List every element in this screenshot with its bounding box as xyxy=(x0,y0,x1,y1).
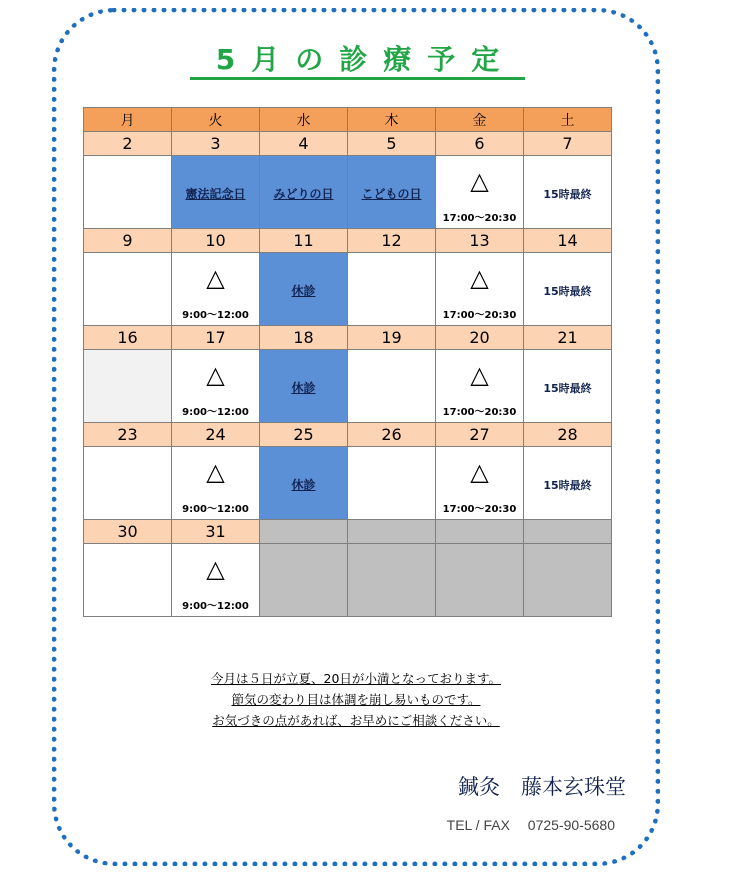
schedule-row xyxy=(84,253,612,326)
date-row xyxy=(84,326,612,350)
schedule-row xyxy=(84,544,612,617)
schedule-cell xyxy=(436,253,524,326)
schedule-cell xyxy=(348,350,436,423)
schedule-cell xyxy=(260,350,348,423)
schedule-cell xyxy=(436,156,524,229)
date-number: 11 xyxy=(260,229,348,253)
date-row xyxy=(84,423,612,447)
hours-text: 17:00～20:30 xyxy=(442,407,517,418)
schedule-cell xyxy=(436,447,524,520)
schedule-cell xyxy=(524,156,612,229)
closed-label: 休診 xyxy=(291,477,316,492)
notice-line-3: お気づきの点があれば、お早めにご相談ください。 xyxy=(212,713,500,728)
schedule-cell xyxy=(348,544,436,617)
date-number: 7 xyxy=(524,132,612,156)
date-number: 13 xyxy=(436,229,524,253)
notice-line-2: 節気の変わり目は体調を崩し易いものです。 xyxy=(231,692,481,707)
last-entry-label: 15時最終 xyxy=(543,284,592,298)
hours-text: 17:00～20:30 xyxy=(442,310,517,321)
date-number: 19 xyxy=(348,326,436,350)
date-row xyxy=(84,132,612,156)
date-number: 20 xyxy=(436,326,524,350)
triangle-icon: △ xyxy=(470,167,489,195)
date-row xyxy=(84,229,612,253)
schedule-row xyxy=(84,447,612,520)
clinic-tel: TEL / FAX 0725-90-5680 xyxy=(446,817,615,833)
date-number: 18 xyxy=(260,326,348,350)
date-number: 9 xyxy=(84,229,172,253)
schedule-cell xyxy=(260,253,348,326)
hours-text: 9:00～12:00 xyxy=(182,407,249,418)
date-number: 6 xyxy=(436,132,524,156)
date-number xyxy=(524,520,612,544)
date-number: 26 xyxy=(348,423,436,447)
triangle-icon: △ xyxy=(470,264,489,292)
schedule-row xyxy=(84,350,612,423)
triangle-icon: △ xyxy=(206,361,225,389)
calendar-table xyxy=(83,107,612,617)
date-number: 25 xyxy=(260,423,348,447)
date-number: 4 xyxy=(260,132,348,156)
schedule-cell xyxy=(172,253,260,326)
schedule-cell xyxy=(348,156,436,229)
clinic-name: 鍼灸 藤本玄珠堂 xyxy=(458,775,626,799)
notice-line-1: 今月は５日が立夏、20日が小満となっております。 xyxy=(211,671,501,686)
schedule-cell xyxy=(84,350,172,423)
schedule-cell xyxy=(172,350,260,423)
hours-text: 9:00～12:00 xyxy=(182,310,249,321)
closed-label: 憲法記念日 xyxy=(185,186,246,201)
schedule-cell xyxy=(84,253,172,326)
date-number: 2 xyxy=(84,132,172,156)
date-number: 30 xyxy=(84,520,172,544)
date-number: 10 xyxy=(172,229,260,253)
schedule-cell xyxy=(436,350,524,423)
schedule-cell xyxy=(348,253,436,326)
hours-text: 17:00～20:30 xyxy=(442,213,517,224)
date-row xyxy=(84,520,612,544)
weekday-mon: 月 xyxy=(84,108,172,132)
closed-label: みどりの日 xyxy=(273,186,334,201)
schedule-cell xyxy=(172,156,260,229)
page-title: 5月の診療予定 xyxy=(190,42,525,80)
date-number: 21 xyxy=(524,326,612,350)
weekday-fri: 金 xyxy=(436,108,524,132)
triangle-icon: △ xyxy=(206,458,225,486)
schedule-cell xyxy=(260,447,348,520)
weekday-sat: 土 xyxy=(524,108,612,132)
weekday-tue: 火 xyxy=(172,108,260,132)
schedule-cell xyxy=(172,544,260,617)
date-number: 28 xyxy=(524,423,612,447)
schedule-cell xyxy=(260,156,348,229)
date-number xyxy=(348,520,436,544)
date-number xyxy=(260,520,348,544)
date-number: 23 xyxy=(84,423,172,447)
date-number: 12 xyxy=(348,229,436,253)
schedule-cell xyxy=(84,447,172,520)
date-number: 31 xyxy=(172,520,260,544)
weekday-header-row xyxy=(84,108,612,132)
schedule-row xyxy=(84,156,612,229)
schedule-cell xyxy=(524,447,612,520)
schedule-cell xyxy=(524,350,612,423)
date-number xyxy=(436,520,524,544)
date-number: 27 xyxy=(436,423,524,447)
date-number: 3 xyxy=(172,132,260,156)
schedule-cell xyxy=(436,544,524,617)
weekday-wed: 水 xyxy=(260,108,348,132)
notice-text xyxy=(100,668,612,731)
date-number: 16 xyxy=(84,326,172,350)
date-number: 5 xyxy=(348,132,436,156)
hours-text: 17:00～20:30 xyxy=(442,504,517,515)
schedule-cell xyxy=(348,447,436,520)
date-number: 14 xyxy=(524,229,612,253)
schedule-cell xyxy=(172,447,260,520)
triangle-icon: △ xyxy=(206,555,225,583)
schedule-cell xyxy=(260,544,348,617)
schedule-cell xyxy=(84,156,172,229)
last-entry-label: 15時最終 xyxy=(543,381,592,395)
triangle-icon: △ xyxy=(470,361,489,389)
schedule-cell xyxy=(524,544,612,617)
closed-label: 休診 xyxy=(291,283,316,298)
hours-text: 9:00～12:00 xyxy=(182,504,249,515)
last-entry-label: 15時最終 xyxy=(543,187,592,201)
schedule-cell xyxy=(84,544,172,617)
triangle-icon: △ xyxy=(206,264,225,292)
hours-text: 9:00～12:00 xyxy=(182,601,249,612)
closed-label: こどもの日 xyxy=(361,186,422,201)
weekday-thu: 木 xyxy=(348,108,436,132)
triangle-icon: △ xyxy=(470,458,489,486)
date-number: 17 xyxy=(172,326,260,350)
closed-label: 休診 xyxy=(291,380,316,395)
schedule-cell xyxy=(524,253,612,326)
date-number: 24 xyxy=(172,423,260,447)
last-entry-label: 15時最終 xyxy=(543,478,592,492)
